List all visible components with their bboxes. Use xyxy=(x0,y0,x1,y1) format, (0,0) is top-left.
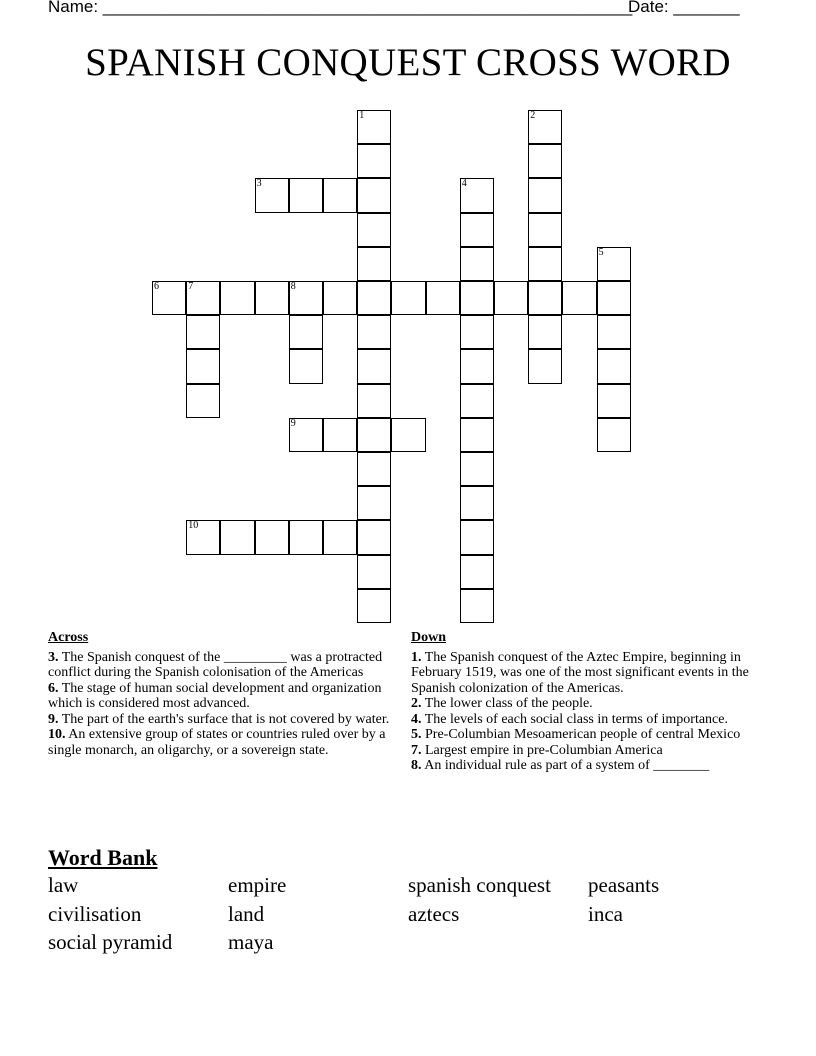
clue-number: 7. xyxy=(411,742,422,758)
grid-cell[interactable] xyxy=(460,349,494,383)
down-clue xyxy=(411,743,756,759)
grid-cell[interactable] xyxy=(289,520,323,554)
word-bank-word: empire xyxy=(228,873,287,897)
grid-cell[interactable] xyxy=(460,418,494,452)
clue-number: 7 xyxy=(188,281,194,292)
clue-number: 4 xyxy=(461,178,467,190)
clue-number: 8 xyxy=(290,281,296,292)
grid-cell[interactable] xyxy=(323,418,357,452)
grid-cell[interactable] xyxy=(323,281,357,315)
clue-number: 6 xyxy=(154,281,159,292)
grid-cell[interactable] xyxy=(255,520,289,554)
clue-text: An extensive group of states or countries ruled over by a single monarch, an oligarchy, or a sovereign state. xyxy=(48,727,386,758)
grid-cell[interactable] xyxy=(391,281,425,315)
down-heading: Down xyxy=(411,630,447,645)
grid-cell[interactable] xyxy=(597,281,631,315)
clue-number: 2. xyxy=(411,696,422,711)
grid-cell[interactable] xyxy=(289,178,323,212)
name-field-label[interactable]: Name: ________________________________________________________ xyxy=(48,0,633,16)
grid-cell[interactable] xyxy=(357,213,391,247)
word-bank-word: aztecs xyxy=(408,902,460,926)
across-clues xyxy=(48,630,404,758)
grid-cell[interactable] xyxy=(528,349,562,383)
grid-cell[interactable] xyxy=(220,281,254,315)
grid-cell[interactable] xyxy=(186,520,220,554)
clue-number: 5. xyxy=(411,727,422,742)
word-bank-word: social pyramid xyxy=(48,930,173,954)
grid-cell[interactable] xyxy=(186,281,220,315)
grid-cell[interactable] xyxy=(426,281,460,315)
across-clue-list xyxy=(48,650,404,759)
grid-cell[interactable] xyxy=(186,384,220,418)
word-bank-word: inca xyxy=(588,902,623,926)
clue-number: 9. xyxy=(48,711,59,727)
down-clue xyxy=(411,712,756,728)
grid-cell[interactable] xyxy=(357,589,391,623)
grid-cell[interactable] xyxy=(357,315,391,349)
word-bank-word: land xyxy=(228,902,265,926)
grid-cell[interactable] xyxy=(289,418,323,452)
grid-cell[interactable] xyxy=(528,315,562,349)
grid-cell[interactable] xyxy=(357,110,391,144)
grid-cell[interactable] xyxy=(289,281,323,315)
grid-cell[interactable] xyxy=(460,452,494,486)
clue-text: An individual rule as part of a system of ________ xyxy=(421,758,710,773)
clue-number: 3 xyxy=(256,178,262,190)
clue-number: 1. xyxy=(411,649,422,665)
word-bank-heading: Word Bank xyxy=(48,845,158,870)
clue-number: 3. xyxy=(48,649,59,665)
grid-cell[interactable] xyxy=(460,213,494,247)
word-bank-word: civilisation xyxy=(48,902,142,926)
down-clue xyxy=(411,758,756,774)
grid-cell[interactable] xyxy=(460,384,494,418)
grid-cell[interactable] xyxy=(357,520,391,554)
grid-cell[interactable] xyxy=(562,281,596,315)
grid-cell[interactable] xyxy=(391,418,425,452)
clue-text: The levels of each social class in terms of importance. xyxy=(421,711,728,727)
clue-number: 10 xyxy=(188,520,199,532)
grid-cell[interactable] xyxy=(357,555,391,589)
grid-cell[interactable] xyxy=(357,281,391,315)
grid-cell[interactable] xyxy=(597,418,631,452)
grid-cell[interactable] xyxy=(186,349,220,383)
grid-cell[interactable] xyxy=(460,520,494,554)
across-heading: Across xyxy=(48,630,89,645)
grid-cell[interactable] xyxy=(528,110,562,144)
grid-cell[interactable] xyxy=(357,178,391,212)
grid-cell[interactable] xyxy=(220,520,254,554)
grid-cell[interactable] xyxy=(597,384,631,418)
grid-cell[interactable] xyxy=(255,281,289,315)
clue-text: Largest empire in pre-Columbian America xyxy=(421,742,663,758)
grid-cell[interactable] xyxy=(289,315,323,349)
across-clue xyxy=(48,681,404,712)
clue-number: 4. xyxy=(411,711,422,727)
clue-number: 8. xyxy=(411,758,422,773)
down-clue xyxy=(411,650,756,697)
grid-cell[interactable] xyxy=(357,486,391,520)
grid-cell[interactable] xyxy=(528,281,562,315)
grid-cell[interactable] xyxy=(460,247,494,281)
grid-cell[interactable] xyxy=(528,178,562,212)
date-field-label[interactable]: Date: _______ xyxy=(628,0,740,16)
grid-cell[interactable] xyxy=(528,247,562,281)
grid-cell[interactable] xyxy=(323,178,357,212)
clue-text: The Spanish conquest of the Aztec Empire, beginning in February 1519, was one of the most significant events in the Spanish colonization of the Americas. xyxy=(411,649,749,696)
grid-cell[interactable] xyxy=(255,178,289,212)
clue-number: 5 xyxy=(598,246,604,258)
clue-text: The lower class of the people. xyxy=(421,696,593,711)
clue-number: 2 xyxy=(530,110,536,121)
grid-cell[interactable] xyxy=(528,213,562,247)
across-clue xyxy=(48,727,404,758)
grid-cell[interactable] xyxy=(460,315,494,349)
word-bank-word: law xyxy=(48,873,79,897)
word-bank-word: peasants xyxy=(588,873,660,897)
clue-text: The Spanish conquest of the _________ was a protracted conflict during the Spanish colonisation of the Americas xyxy=(48,649,383,680)
grid-cell[interactable] xyxy=(494,281,528,315)
clue-text: The part of the earth's surface that is not covered by water. xyxy=(58,711,390,727)
grid-cell[interactable] xyxy=(289,349,323,383)
grid-cell[interactable] xyxy=(357,452,391,486)
grid-cell[interactable] xyxy=(357,349,391,383)
grid-cell[interactable] xyxy=(357,144,391,178)
grid-cell[interactable] xyxy=(152,281,186,315)
clue-number: 10. xyxy=(48,727,66,742)
grid-cell[interactable] xyxy=(597,247,631,281)
down-clue-list xyxy=(411,650,756,774)
grid-cell[interactable] xyxy=(460,555,494,589)
down-clue xyxy=(411,727,756,743)
down-clues xyxy=(411,630,756,774)
clue-number: 9 xyxy=(290,417,296,429)
grid-cell[interactable] xyxy=(323,520,357,554)
word-bank-word: maya xyxy=(228,930,274,954)
grid-cell[interactable] xyxy=(597,349,631,383)
grid-cell[interactable] xyxy=(528,144,562,178)
down-clue xyxy=(411,696,756,712)
clue-text: The stage of human social development and organization which is considered most advanced. xyxy=(48,680,382,711)
clue-number: 1 xyxy=(359,110,365,121)
grid-cell[interactable] xyxy=(357,384,391,418)
grid-cell[interactable] xyxy=(460,178,494,212)
word-bank-word: spanish conquest xyxy=(408,873,551,897)
clue-number: 6. xyxy=(48,680,59,696)
grid-cell[interactable] xyxy=(460,589,494,623)
grid-cell[interactable] xyxy=(357,418,391,452)
grid-cell[interactable] xyxy=(357,247,391,281)
across-clue xyxy=(48,650,404,681)
grid-cell[interactable] xyxy=(460,281,494,315)
grid-cell[interactable] xyxy=(460,486,494,520)
clue-text: Pre-Columbian Mesoamerican people of central Mexico xyxy=(421,727,741,742)
across-clue xyxy=(48,712,404,728)
grid-cell[interactable] xyxy=(597,315,631,349)
page-title: SPANISH CONQUEST CROSS WORD xyxy=(85,41,731,84)
grid-cell[interactable] xyxy=(186,315,220,349)
